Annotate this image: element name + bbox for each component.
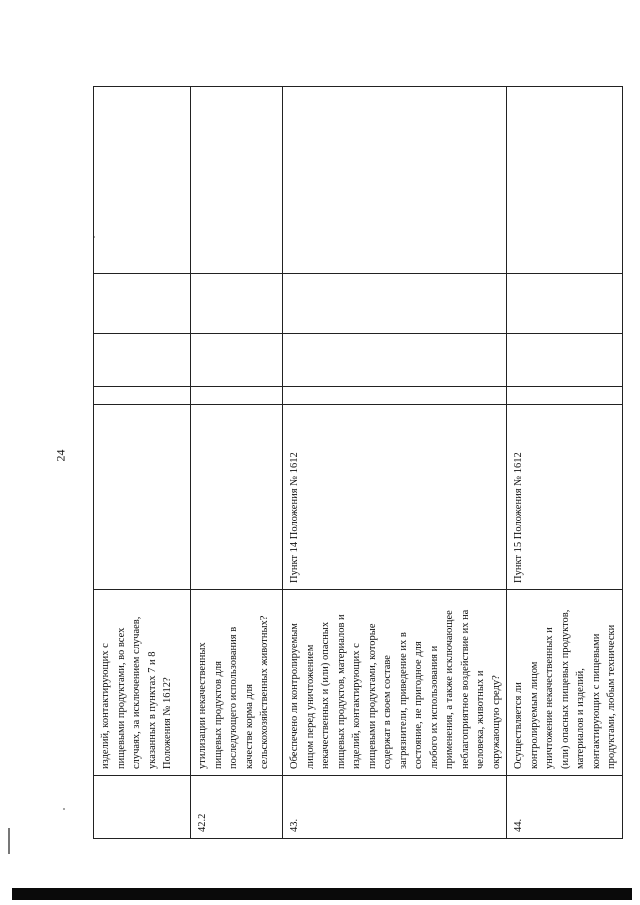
- row-number: 43.: [283, 776, 507, 839]
- answer-cell: [283, 387, 507, 405]
- answer-cell: [94, 334, 191, 387]
- row-number: [94, 776, 191, 839]
- criterion-cell: [283, 590, 507, 776]
- answer-cell: [507, 387, 623, 405]
- reference-cell: Пункт 15 Положения № 1612: [507, 405, 623, 590]
- table-row: [94, 87, 191, 839]
- comment-cell: [507, 87, 623, 274]
- answer-cell: [507, 334, 623, 387]
- scan-dust: [63, 808, 65, 810]
- comment-cell: [94, 87, 191, 274]
- reference-cell: [94, 405, 191, 590]
- scan-border-bar: [12, 888, 632, 900]
- criterion-cell: [94, 590, 191, 776]
- criterion-cell: [191, 590, 283, 776]
- answer-cell: [507, 274, 623, 334]
- scan-edge-mark: [8, 828, 10, 854]
- page-number: 24: [53, 449, 68, 462]
- answer-cell: [283, 334, 507, 387]
- checklist-table-wrapper: [93, 87, 640, 832]
- answer-cell: [94, 274, 191, 334]
- criterion-text: утилизации некачественных пищевых продуктов для последующего использования в качестве корма для сельскохозяйственных животных?: [197, 615, 270, 769]
- criterion-cell: [507, 590, 623, 776]
- reference-cell: Пункт 14 Положения № 1612: [283, 405, 507, 590]
- answer-cell: [191, 387, 283, 405]
- row-number: 44.: [507, 776, 623, 839]
- comment-cell: [191, 87, 283, 274]
- row-number: 42.2: [191, 776, 283, 839]
- table-row: [283, 87, 507, 839]
- answer-cell: [191, 334, 283, 387]
- criterion-text: Обеспечено ли контролируемым лицом перед уничтожением некачественных и (или) опасных пищевых продуктов, материалов и изделий, контактирующих с пищевыми продуктами, которые содержат в своем составе загрязнители, приведение их в состояние, не пригодное для любого их использования и применения, а также исключающее неблагоприятное воздействие их на человека, животных и окружающую среду?: [289, 609, 502, 769]
- checklist-table: [93, 86, 623, 839]
- checklist-table-rotated: [93, 87, 617, 839]
- comment-cell: [283, 87, 507, 274]
- reference-cell: [191, 405, 283, 590]
- table-row: [507, 87, 623, 839]
- answer-cell: [94, 387, 191, 405]
- table-row: [191, 87, 283, 839]
- criterion-text: изделий, контактирующих с пищевыми продуктами, во всех случаях, за исключением случаев, указанных в пунктах 7 и 8 Положения № 1612?: [100, 616, 173, 769]
- answer-cell: [191, 274, 283, 334]
- criterion-text: Осуществляется ли контролируемым лицом уничтожение некачественных и (или) опасных пищевых продуктов, материалов и изделий, контактирующих с пищевыми продуктами, любым технически: [513, 609, 617, 769]
- answer-cell: [283, 274, 507, 334]
